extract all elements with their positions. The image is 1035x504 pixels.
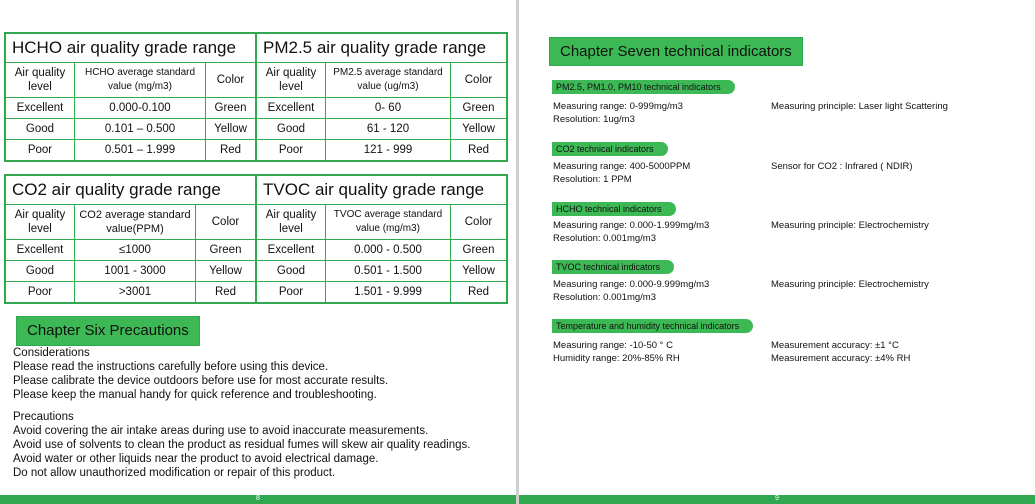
spec-line: Resolution: 0.001mg/m3 — [553, 292, 656, 303]
section-right-hcho — [771, 219, 929, 232]
precautions-item: Avoid covering the air intake areas during use to avoid inaccurate measurements. — [13, 425, 429, 437]
spec-line: Measurement accuracy: ±4% RH — [771, 353, 911, 364]
table-title: TVOC air quality grade range — [256, 175, 507, 205]
table-cell: 1.501 - 9.999 — [326, 282, 451, 304]
header-cell: Color — [451, 63, 508, 98]
table-cell: Good — [256, 261, 326, 282]
table-cell: Yellow — [196, 261, 257, 282]
table-row — [5, 140, 256, 162]
table-cell: Excellent — [5, 240, 75, 261]
table-cell: 0.501 - 1.500 — [326, 261, 451, 282]
table-cell: Yellow — [451, 261, 508, 282]
spec-line: Measuring principle: Laser light Scattering — [771, 101, 948, 112]
section-right-temp-humidity — [771, 339, 910, 365]
table-title: PM2.5 air quality grade range — [256, 33, 507, 63]
table-row — [5, 261, 256, 282]
spec-line: Measuring principle: Electrochemistry — [771, 220, 929, 231]
table-cell: Red — [196, 282, 257, 304]
spec-line: Measuring range: 400-5000PPM — [553, 161, 691, 172]
header-cell: Color — [451, 205, 508, 240]
table-row — [256, 282, 507, 304]
table-cell: 0.101 – 0.500 — [75, 119, 206, 140]
precautions-section — [13, 410, 470, 480]
precautions-title: Precautions — [13, 411, 74, 423]
header-cell: HCHO average standard value (mg/m3) — [75, 63, 206, 98]
section-title-temp-humidity: Temperature and humidity technical indicators — [552, 319, 753, 333]
spec-line: Measuring range: 0.000-9.999mg/m3 — [553, 279, 710, 290]
hcho-grade-table — [4, 32, 257, 162]
table-cell: >3001 — [75, 282, 196, 304]
section-right-tvoc — [771, 278, 929, 291]
table-cell: Excellent — [256, 240, 326, 261]
table-cell: 0.501 – 1.999 — [75, 140, 206, 162]
table-cell: Green — [451, 98, 508, 119]
manual-page-9 — [519, 0, 1035, 504]
spec-line: Sensor for CO2 : Infrared ( NDIR) — [771, 161, 913, 172]
table-title: HCHO air quality grade range — [5, 33, 256, 63]
section-right-pm — [771, 100, 948, 113]
spec-line: Measuring range: -10-50 ° C — [553, 340, 673, 351]
table-cell: 121 - 999 — [326, 140, 451, 162]
table-cell: 0- 60 — [326, 98, 451, 119]
spec-line: Resolution: 1 PPM — [553, 174, 632, 185]
table-cell: Good — [5, 261, 75, 282]
spec-line: Resolution: 1ug/m3 — [553, 114, 635, 125]
table-row — [5, 240, 256, 261]
table-cell: Yellow — [206, 119, 257, 140]
spec-line: Measuring range: 0.000-1.999mg/m3 — [553, 220, 710, 231]
spec-line: Measuring principle: Electrochemistry — [771, 279, 929, 290]
table-title: CO2 air quality grade range — [5, 175, 256, 205]
table-cell: Poor — [5, 282, 75, 304]
co2-grade-table — [4, 174, 257, 304]
header-cell: Color — [196, 205, 257, 240]
section-left-pm — [553, 100, 683, 126]
table-cell: Good — [256, 119, 326, 140]
table-row — [5, 98, 256, 119]
header-cell: CO2 average standard value(PPM) — [75, 205, 196, 240]
header-cell: Air quality level — [256, 63, 326, 98]
precautions-item: Avoid water or other liquids near the product to avoid electrical damage. — [13, 453, 379, 465]
considerations-item: Please calibrate the device outdoors before use for most accurate results. — [13, 375, 389, 387]
page-number: 9 — [775, 495, 779, 502]
page-footer-bar — [519, 495, 1035, 504]
header-cell: Color — [206, 63, 257, 98]
table-cell: 0.000 - 0.500 — [326, 240, 451, 261]
considerations-item: Please read the instructions carefully before using this device. — [13, 361, 329, 373]
table-cell: Red — [206, 140, 257, 162]
spec-line: Measuring range: 0-999mg/m3 — [553, 101, 683, 112]
header-cell: Air quality level — [256, 205, 326, 240]
table-row — [256, 240, 507, 261]
table-cell: Yellow — [451, 119, 508, 140]
header-cell: PM2.5 average standard value (ug/m3) — [326, 63, 451, 98]
spec-line: Resolution: 0.001mg/m3 — [553, 233, 656, 244]
section-title-hcho: HCHO technical indicators — [552, 202, 676, 216]
table-cell: Poor — [256, 282, 326, 304]
section-left-temp-humidity — [553, 339, 680, 365]
considerations-title: Considerations — [13, 347, 90, 359]
table-cell: Green — [451, 240, 508, 261]
table-cell: 0.000-0.100 — [75, 98, 206, 119]
section-left-hcho — [553, 219, 709, 245]
table-cell: Green — [206, 98, 257, 119]
section-title-co2: CO2 technical indicators — [552, 142, 668, 156]
page-footer-bar — [0, 495, 516, 504]
table-row — [256, 140, 507, 162]
page-number: 8 — [256, 495, 260, 502]
tvoc-grade-table — [255, 174, 508, 304]
table-row — [256, 261, 507, 282]
table-cell: Green — [196, 240, 257, 261]
spec-line: Measurement accuracy: ±1 °C — [771, 340, 899, 351]
table-row — [256, 119, 507, 140]
section-title-pm: PM2.5, PM1.0, PM10 technical indicators — [552, 80, 735, 94]
manual-page-8 — [0, 0, 516, 504]
section-title-tvoc: TVOC technical indicators — [552, 260, 674, 274]
header-cell: TVOC average standard value (mg/m3) — [326, 205, 451, 240]
table-row — [5, 119, 256, 140]
precautions-item: Avoid use of solvents to clean the product as residual fumes will skew air quality readings. — [13, 439, 471, 451]
precautions-item: Do not allow unauthorized modification or repair of this product. — [13, 467, 336, 479]
considerations-item: Please keep the manual handy for quick reference and troubleshooting. — [13, 389, 377, 401]
spec-line: Humidity range: 20%-85% RH — [553, 353, 680, 364]
section-right-co2 — [771, 160, 912, 173]
considerations-section — [13, 346, 388, 402]
table-cell: Poor — [256, 140, 326, 162]
section-left-co2 — [553, 160, 690, 186]
chapter-six-heading: Chapter Six Precautions — [16, 316, 200, 346]
table-row — [256, 98, 507, 119]
table-cell: Red — [451, 282, 508, 304]
table-cell: Red — [451, 140, 508, 162]
table-cell: Excellent — [256, 98, 326, 119]
table-cell: Good — [5, 119, 75, 140]
table-cell: 61 - 120 — [326, 119, 451, 140]
table-row — [5, 282, 256, 304]
header-cell: Air quality level — [5, 63, 75, 98]
header-cell: Air quality level — [5, 205, 75, 240]
table-cell: Poor — [5, 140, 75, 162]
chapter-seven-heading: Chapter Seven technical indicators — [549, 37, 803, 66]
table-cell: 1001 - 3000 — [75, 261, 196, 282]
table-cell: ≤1000 — [75, 240, 196, 261]
table-cell: Excellent — [5, 98, 75, 119]
section-left-tvoc — [553, 278, 709, 304]
pm25-grade-table — [255, 32, 508, 162]
